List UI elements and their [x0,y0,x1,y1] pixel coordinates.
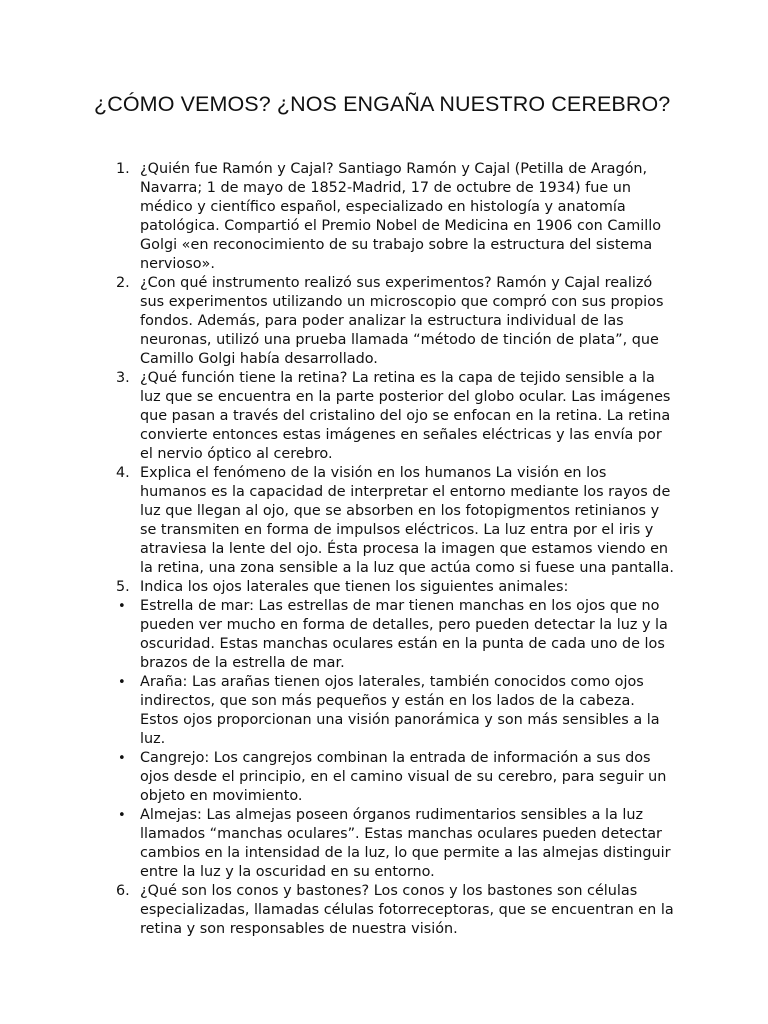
bullet-marker: • [118,599,126,614]
question-list [0,160,768,939]
list-number: 3. [116,370,130,386]
list-item-text: ¿Con qué instrumento realizó sus experimentos? Ramón y Cajal realizó sus experimentos utilizando un microscopio que compró con sus propios fondos. Además, para poder analizar la estructura individual de las neuronas, utilizó una prueba llamada “método de tinción de plata”, que Camillo Golgi había desarrollado. [140,275,664,367]
list-item-text: Indica los ojos laterales que tienen los siguientes animales: [140,579,569,595]
bullet-item-clams [0,806,768,882]
bullet-marker: • [118,808,126,823]
bullet-item-crab [0,749,768,806]
list-number: 1. [116,161,130,177]
list-item-3 [0,369,768,464]
bullet-marker: • [118,751,126,766]
bullet-marker: • [118,675,126,690]
list-item-5 [0,578,768,597]
list-item-text: ¿Qué son los conos y bastones? Los conos y los bastones son células especializadas, llamadas células fotorreceptoras, que se encuentran en la retina y son responsables de nuestra visión. [140,883,674,937]
list-number: 5. [116,579,130,595]
bullet-item-spider [0,673,768,749]
list-number: 4. [116,465,130,481]
bullet-item-text: Araña: Las arañas tienen ojos laterales, también conocidos como ojos indirectos, que son más pequeños y están en los lados de la cabeza. Estos ojos proporcionan una visión panorámica y son más sensibles a la luz. [140,674,660,747]
list-item-text: ¿Qué función tiene la retina? La retina es la capa de tejido sensible a la luz que se encuentra en la parte posterior del globo ocular. Las imágenes que pasan a través del cristalino del ojo se enfocan en la retina. La retina convierte entonces estas imágenes en señales eléctricas y las envía por el nervio óptico al cerebro. [140,370,671,462]
list-item-6 [0,882,768,939]
list-number: 6. [116,883,130,899]
list-number: 2. [116,275,130,291]
page-title: ¿CÓMO VEMOS? ¿NOS ENGAÑA NUESTRO CEREBRO? [94,92,671,116]
list-item-text: Explica el fenómeno de la visión en los humanos La visión en los humanos es la capacidad de interpretar el entorno mediante los rayos de luz que llegan al ojo, que se absorben en los fotopigmentos retinianos y se transmiten en forma de impulsos eléctricos. La luz entra por el iris y atraviesa la lente del ojo. Ésta procesa la imagen que estamos viendo en la retina, una zona sensible a la luz que actúa como si fuese una pantalla. [140,465,674,576]
list-item-text: ¿Quién fue Ramón y Cajal? Santiago Ramón y Cajal (Petilla de Aragón, Navarra; 1 de mayo de 1852-Madrid, 17 de octubre de 1934) fue un médico y científico español, especializado en histología y anatomía patológica. Compartió el Premio Nobel de Medicina en 1906 con Camillo Golgi «en reconocimiento de su trabajo sobre la estructura del sistema nervioso». [140,161,662,272]
list-item-2 [0,274,768,369]
bullet-item-text: Almejas: Las almejas poseen órganos rudimentarios sensibles a la luz llamados “manchas oculares”. Estas manchas oculares pueden detectar cambios en la intensidad de la luz, lo que permite a las almejas distinguir entre la luz y la oscuridad en su entorno. [140,807,671,880]
bullet-item-text: Estrella de mar: Las estrellas de mar tienen manchas en los ojos que no pueden ver mucho en forma de detalles, pero pueden detectar la luz y la oscuridad. Estas manchas oculares están en la punta de cada uno de los brazos de la estrella de mar. [140,598,668,671]
bullet-item-starfish [0,597,768,673]
list-item-1 [0,160,768,274]
list-item-4 [0,464,768,578]
bullet-item-text: Cangrejo: Los cangrejos combinan la entrada de información a sus dos ojos desde el principio, en el camino visual de su cerebro, para seguir un objeto en movimiento. [140,750,667,804]
